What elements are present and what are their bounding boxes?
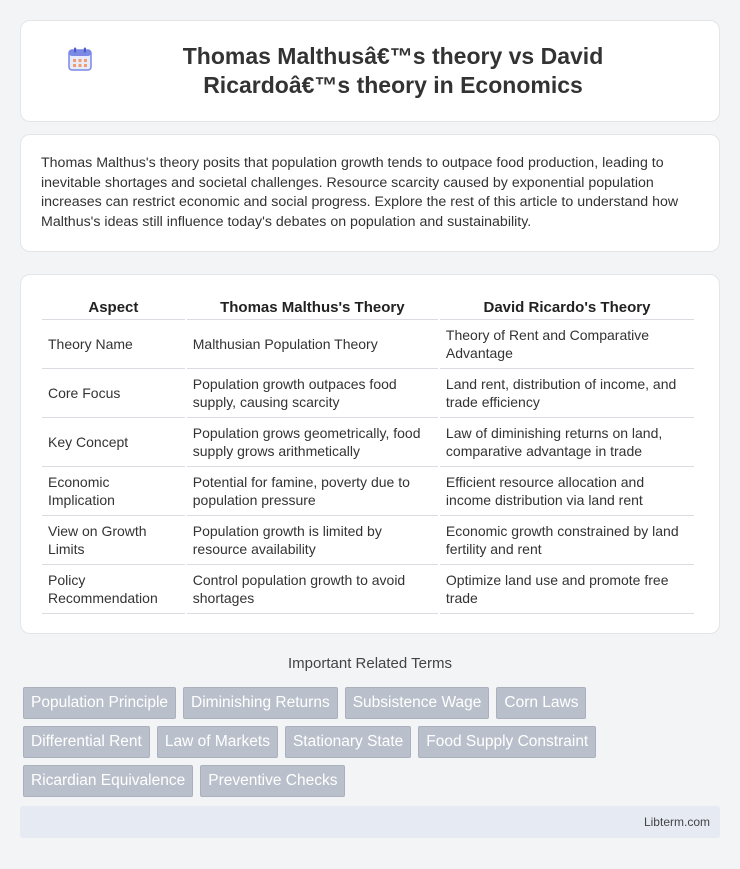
header-ricardo: David Ricardo's Theory [440, 295, 694, 320]
intro-paragraph: Thomas Malthus's theory posits that population growth tends to outpace food production, leading to inevitable shortages and societal challenges. Resource scarcity caused by exponential population increases can restrict economic and social progress. Explore the rest of this article to understand how Malthus's ideas still influence today's debates on population and sustainability. [41, 155, 679, 230]
cell-ricardo: Law of diminishing returns on land, comparative advantage in trade [440, 418, 694, 467]
page-title: Thomas Malthusâ€™s theory vs David Ricardoâ€™s theory in Economics [182, 43, 604, 98]
table-row [42, 320, 694, 369]
cell-aspect: Economic Implication [42, 467, 185, 516]
cell-ricardo: Optimize land use and promote free trade [440, 565, 694, 614]
related-term-tag[interactable]: Food Supply Constraint [418, 726, 596, 758]
related-term-tag[interactable]: Population Principle [23, 687, 176, 719]
cell-ricardo: Economic growth constrained by land fertility and rent [440, 516, 694, 565]
comparison-table [40, 295, 696, 614]
table-row [42, 418, 694, 467]
cell-ricardo: Efficient resource allocation and income distribution via land rent [440, 467, 694, 516]
table-header-row [42, 295, 694, 320]
table-row [42, 467, 694, 516]
table-row [42, 565, 694, 614]
calendar-icon [67, 46, 93, 72]
cell-ricardo: Theory of Rent and Comparative Advantage [440, 320, 694, 369]
related-term-tag[interactable]: Preventive Checks [200, 765, 345, 797]
cell-malthus: Malthusian Population Theory [187, 320, 438, 369]
related-term-tag[interactable]: Corn Laws [496, 687, 586, 719]
cell-malthus: Population growth outpaces food supply, causing scarcity [187, 369, 438, 418]
related-term-tag[interactable]: Ricardian Equivalence [23, 765, 193, 797]
cell-aspect: Key Concept [42, 418, 185, 467]
footer [20, 806, 720, 838]
cell-aspect: Policy Recommendation [42, 565, 185, 614]
cell-malthus: Population grows geometrically, food supply grows arithmetically [187, 418, 438, 467]
related-term-tag[interactable]: Law of Markets [157, 726, 278, 758]
title-wrap [50, 42, 690, 100]
title-card [20, 20, 720, 122]
table-row [42, 369, 694, 418]
cell-aspect: Theory Name [42, 320, 185, 369]
related-term-tag[interactable]: Differential Rent [23, 726, 150, 758]
header-aspect: Aspect [42, 295, 185, 320]
footer-site-link[interactable]: Libterm.com [643, 815, 710, 829]
related-term-tag[interactable]: Diminishing Returns [183, 687, 338, 719]
comparison-card [20, 274, 720, 634]
related-terms-list [23, 687, 723, 804]
cell-malthus: Control population growth to avoid shortages [187, 565, 438, 614]
related-terms-title: Important Related Terms [288, 655, 452, 672]
cell-malthus: Population growth is limited by resource availability [187, 516, 438, 565]
related-term-tag[interactable]: Stationary State [285, 726, 411, 758]
cell-malthus: Potential for famine, poverty due to population pressure [187, 467, 438, 516]
related-term-tag[interactable]: Subsistence Wage [345, 687, 490, 719]
table-row [42, 516, 694, 565]
header-malthus: Thomas Malthus's Theory [187, 295, 438, 320]
cell-ricardo: Land rent, distribution of income, and trade efficiency [440, 369, 694, 418]
intro-card [20, 134, 720, 252]
cell-aspect: View on Growth Limits [42, 516, 185, 565]
cell-aspect: Core Focus [42, 369, 185, 418]
